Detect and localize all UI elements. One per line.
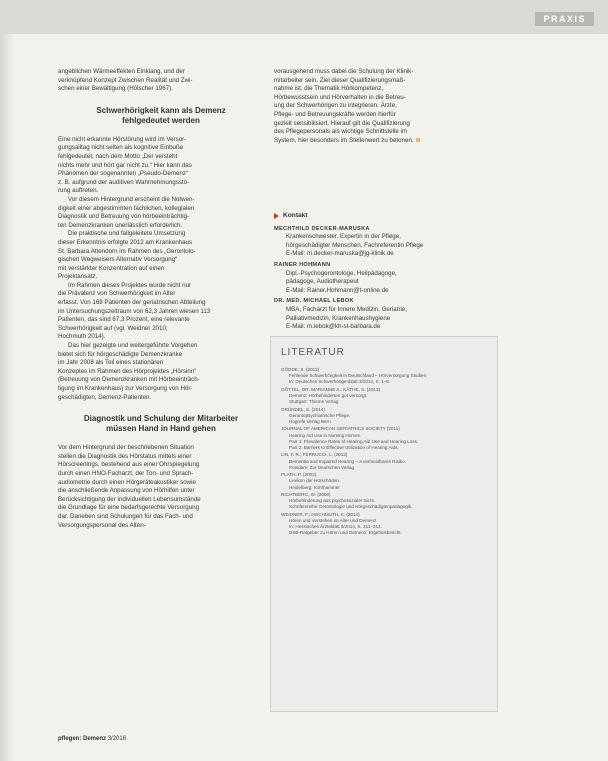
lit-author: GÖDDE, S. (2012) [281, 367, 320, 372]
contact-line: Palliativmedizin, Krankenhaushygiene [286, 314, 391, 322]
text-line: des Pflegepersonals als wichtige Schnittstelle im [274, 128, 408, 136]
contact-email[interactable]: E-Mail: Rainer.Hohmann@t-online.de [286, 286, 389, 294]
text-line: gischen Wegweisers Alternativ Versorgung“ [58, 256, 178, 264]
text-line: im Untersuchungszeitraum von 62,3 Jahren wiesen 113 [58, 307, 211, 315]
text-line: im Jahr 2008 als Teil eines stationären [58, 359, 164, 367]
contact-email[interactable]: E-Mail: m.decker-maruska@jg-klinik.de [286, 250, 394, 258]
lit-line: Part 1: Prevalence Rates of Hearing Aid Use and Hearing Loss. [289, 438, 419, 444]
lit-line: Dementia and Impaired Hearing – a vermeidbares Risiko. [289, 458, 406, 464]
text-line: Patienten, das sind 67,3 Prozent, eine relevante [58, 316, 190, 324]
lit-line: Gerontopsychiatrische Pflege. [289, 412, 351, 418]
lit-line: Potsdam: Zur Deutschen Verlag [289, 464, 355, 470]
text-line: dieser Erkenntnis erfolgte 2012 am Krankenhaus [58, 238, 193, 246]
lit-author: GÖTTEL, DR. MARIANNE A.; KÄTHE, S. (2013) [281, 386, 381, 392]
contact-person [274, 225, 494, 259]
lit-line: Lexikon der Hörschäden. [289, 478, 341, 484]
text-line: audiometrie durch einen Hörgeräteakustiker sowie [58, 478, 196, 486]
literature-entry [281, 367, 487, 386]
contact-name: RAINER HOHMANN [274, 261, 331, 268]
text-line: rung auftreten. [58, 187, 99, 195]
contact-name: DR. MED. MICHAEL LEBOK [274, 298, 354, 305]
text-line: Eine nicht erkannte Hörstörung wird im Versor- [58, 135, 187, 143]
text-line [274, 137, 490, 146]
text-line: geschädigten, Demenz-Patienten. [58, 393, 152, 401]
text-line: Hörscreenings, bestehend aus einer Ohrspiegelung [58, 461, 200, 469]
contact-line: Dipl.-Psychogerontologe, Heilpädagoge, [286, 269, 397, 277]
text-line: Versorgungspersonal des Alten- [58, 521, 146, 529]
heading-line: Schwerhörigkeit kann als Demenz [96, 105, 226, 115]
text-line: Diagnostik und Betreuung von hörbeeinträchtig- [58, 213, 190, 221]
section-tag: PRAXIS [535, 12, 594, 26]
article-end-icon [416, 138, 420, 142]
text-line: Konzeptes im Rahmen des Hörprojektes „Hörsinn“ [58, 367, 197, 375]
text-line: mitarbeiter sein. Ziel dieser Qualifizierungsmaß- [274, 76, 406, 84]
section-heading [58, 106, 264, 126]
text-line: stellen die Diagnostik des Hörstatus mittels einer [58, 452, 192, 460]
text-line: (Betreuung von Demenzkranken mit Hörbeeinträch- [58, 376, 200, 384]
section-heading [58, 414, 264, 434]
paragraph [58, 282, 264, 342]
text-line: die Grundlage für eine bedarfsgerechte Versorgung [58, 504, 200, 512]
lit-line: Hearing Aid Use in Nursing Homes. [289, 432, 362, 438]
contact-person [274, 297, 494, 331]
text-line: Vor diesem Hintergrund erscheint die Notwen- [68, 195, 195, 203]
lit-line: Schriftenreihe Gerontologie und Hörgeschädigtenpädagogik. [289, 504, 413, 510]
literature-entry [281, 407, 487, 426]
lit-author: RICHTBERG, W. (2008) [281, 491, 331, 497]
text-line: z. B. aufgrund der auditiven Wahrnehmungsstö- [58, 178, 190, 186]
contact-label: Kontakt [283, 212, 308, 219]
literature-entry [281, 512, 487, 537]
text-line: Phänomen der sogenannten „Pseudo-Demenz“ [58, 170, 189, 178]
text-line: gungsalltag nicht selten als kognitive Einbuße [58, 144, 184, 152]
text-line: die anschließende Anpassung von Hörhilfen unter [58, 487, 195, 495]
paragraph [58, 230, 264, 282]
contact-line: pädagoge, Audiotherapeut [286, 278, 359, 286]
lit-author: LIN, F. R.; FERRUCCI, L. (2013) [281, 452, 348, 458]
lit-line: Hören und Verstehen im Alter und Demenz. [289, 517, 378, 523]
text-line: angeblichen Wärmeeffekten Einklang, und der [58, 68, 185, 75]
text-line: schen einer Bewältigung (Hölscher 1967). [58, 85, 173, 93]
text-span: System, hier besonders im Stellenwert zu betonen. [274, 136, 414, 144]
text-line: dar. Daneben sind Schulungen für das Fach- und [58, 512, 193, 520]
text-line: Schwerhörigkeit auf (vgl. Weidner 2010; [58, 324, 168, 332]
left-column [58, 68, 264, 530]
lit-line: In: Deutsches Schwerhörigenblatt 3/2012, S. 1–8. [289, 379, 391, 385]
text-line: die Prävalenz von Schwerhörigkeit im Alter [58, 290, 176, 298]
text-line: Im Rahmen dieses Projektes wurde nicht nur [68, 281, 192, 289]
heading-line: fehlgedeutet werden [122, 115, 200, 125]
text-line: digkeit einer abgestimmten fachlichen, kollegialen [58, 204, 195, 212]
triangle-bullet-icon [274, 213, 279, 219]
issue-number: 3/2016 [107, 736, 127, 742]
literature-entry [281, 387, 487, 406]
text-line: erfasst. Von 168 Patienten der geriatrischen Abteilung [58, 299, 206, 307]
text-line: tigung im Krankenhaus) zur Versorgung von Hör- [58, 385, 193, 392]
contact-line: MBA, Facharzt für Innere Medizin, Geriatrie, [286, 305, 408, 313]
lit-line: DSB-Ratgeber zu Hören und Demenz: Ergebnisbericht. [289, 530, 402, 536]
literature-title: LITERATUR [281, 347, 345, 358]
text-line: bietet sich für hörgeschädigte Demenzkranke [58, 350, 183, 358]
literature-entry [281, 492, 487, 511]
contact-email[interactable]: E-Mail: m.lebok@kh-st-barbara.de [286, 323, 381, 331]
lit-author: GRÜNDEL, S. (2014) [281, 406, 325, 412]
literature-entry [281, 426, 487, 451]
contact-heading [274, 212, 494, 221]
contact-section [274, 206, 494, 332]
journal-name: pflegen: Demenz [58, 736, 107, 742]
heading-line: müssen Hand in Hand gehen [106, 424, 216, 434]
lit-author: WEIDNER, F.; HOCHMUTH, K. (2014) [281, 511, 360, 517]
text-line: ten Demenzkranken unerlässlich erforderlich. [58, 221, 183, 229]
lit-line: Hörbehinderung aus psychosozialer Sicht. [289, 498, 376, 504]
text-line: St. Barbara Attendorn im Rahmen des „Gerontolo- [58, 247, 196, 255]
text-line: Hörbewusstsein und Hörverhalten in die Betreu- [274, 93, 406, 101]
contact-name: MECHTHILD DECKER-MARUSKA [274, 225, 370, 232]
intro-text [58, 68, 264, 94]
lit-line: Part 2: Barriers to Effective Utilization of Hearing Aids. [289, 445, 399, 450]
literature-list [281, 367, 487, 538]
text-line: ung der Schwerhörigen zu integrieren. Ärzte, [274, 102, 397, 110]
text-line: mit verstärkter Konzentration auf einen [58, 264, 165, 272]
text-line: nahme ist, die Thematik Hörkompetenz, [274, 85, 384, 93]
literature-box [270, 336, 498, 712]
text-line: fehlgedeutet, nach dem Motto „Der versteht [58, 152, 178, 160]
page-header-bar [0, 0, 608, 34]
lit-line: Stuttgart: Thieme Verlag [289, 399, 339, 405]
lit-line: Fehlende Schwerhörigkeit in Deutschland – Hörversorgung Studien. [289, 373, 428, 379]
text-line: nichts mehr und hört gar nicht zu.“ Hier kann das [58, 161, 192, 169]
lit-line: In: Hessisches Ärzteblatt 6/2014, S. 311–314. [289, 524, 382, 530]
text-line: verknüpfend Konzept Zwischen Realität und Zwi- [58, 76, 193, 84]
lit-author: JOURNAL OF AMERICAN GERIATRICS SOCIETY (2011) [281, 426, 400, 432]
literature-entry [281, 452, 487, 471]
text-line: Projektansatz. [58, 273, 98, 281]
lit-line: Hogrefe Verlag Bern [289, 419, 331, 424]
contact-person [274, 261, 494, 295]
text-line: Hochmuth 2014). [58, 333, 106, 341]
right-column-text [274, 68, 490, 145]
text-line: durch einen HNO-Facharzt, der Ton- und Sprach- [58, 469, 194, 477]
lit-author: PLATH, P. (2002) [281, 472, 317, 478]
page-footer [58, 736, 126, 742]
contact-line: Krankenschwester, Expertin in der Pflege, [286, 233, 401, 241]
lit-line: Heidelberg: Kohlhammer [289, 484, 340, 490]
literature-entry [281, 472, 487, 491]
text-line: Berücksichtigung der individuellen Lebensumstände [58, 495, 201, 503]
lit-line: Demenz: Hörbehinderten gut versorgt. [289, 393, 368, 398]
paragraph [58, 136, 264, 196]
text-line: Die praktische und fallgeleitete Umsetzung [68, 230, 186, 238]
contact-line: hörgeschädigter Menschen, Fachreferentin Pflege [286, 241, 424, 249]
heading-line: Diagnostik und Schulung der Mitarbeiter [83, 414, 239, 424]
paragraph [58, 444, 264, 530]
page-fold-shadow [0, 0, 14, 761]
text-line: Vor dem Hintergrund der beschriebenen Situation [58, 444, 194, 452]
text-line: Das hier gezeigte und weitergeführte Vorgehen [68, 342, 198, 350]
paragraph [58, 342, 264, 402]
text-line: gezielt sensibilisiert. Hierauf gilt die Qualifizierung [274, 119, 410, 127]
paragraph [58, 196, 264, 230]
text-line: Pflege- und Betreuungskräfte werden hierfür [274, 110, 396, 118]
text-line: vorausgehend muss dabei die Schulung der Klinik- [274, 68, 414, 75]
